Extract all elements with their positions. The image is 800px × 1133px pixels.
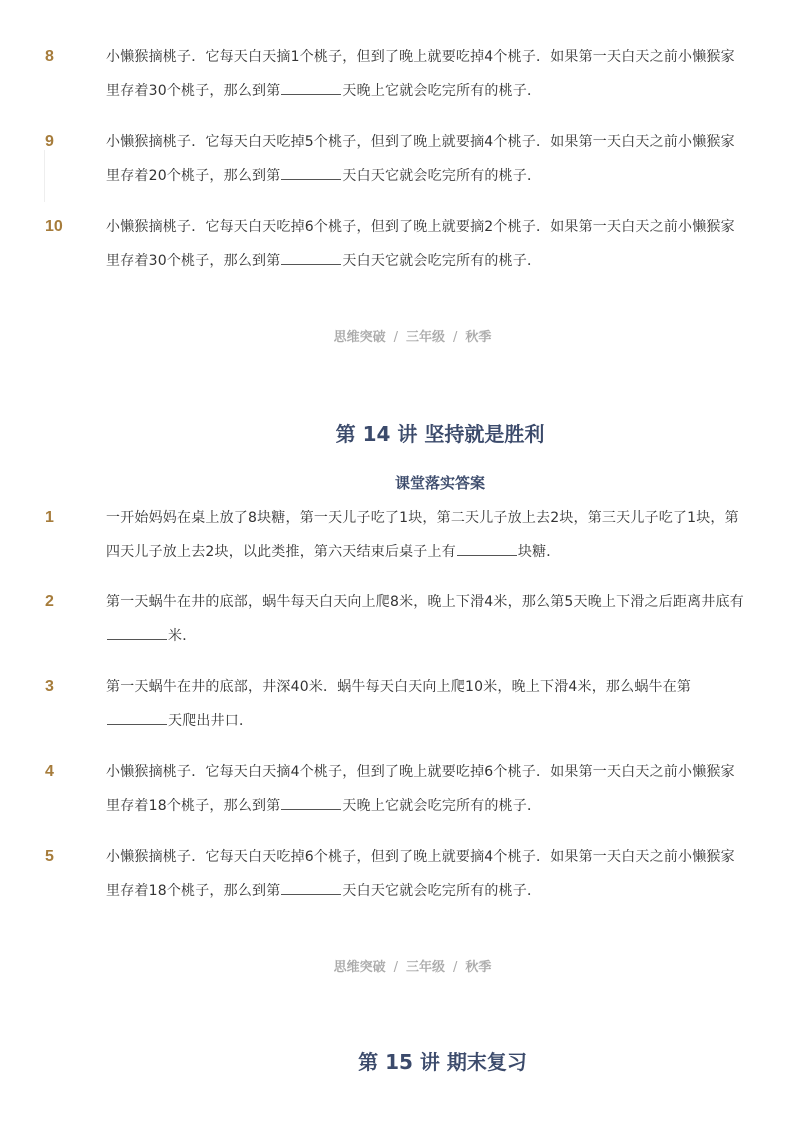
lecture-title: 第 14 讲 坚持就是胜利 bbox=[335, 422, 545, 446]
page-footer: 思维突破 / 三年级 / 秋季 bbox=[333, 960, 492, 975]
answer-blank[interactable] bbox=[281, 165, 341, 180]
page-footer: 思维突破 / 三年级 / 秋季 bbox=[333, 330, 492, 345]
problem-text: 小懒猴摘桃子．它每天白天吃掉6个桃子，但到了晚上就要摘4个桃子．如果第一天白天之前小懒猴家里存着18个桃子，那么到第 天白天它就会吃完所有的桃子． bbox=[106, 849, 735, 899]
problem-number: 4 bbox=[45, 763, 54, 780]
problem-text: 小懒猴摘桃子．它每天白天摘1个桃子，但到了晚上就要吃掉4个桃子．如果第一天白天之前小懒猴家里存着30个桃子，那么到第 天晚上它就会吃完所有的桃子． bbox=[106, 49, 735, 99]
answer-blank[interactable] bbox=[281, 795, 341, 810]
problem-number: 5 bbox=[45, 848, 54, 865]
problem-text: 小懒猴摘桃子．它每天白天摘4个桃子，但到了晚上就要吃掉6个桃子．如果第一天白天之前小懒猴家里存着18个桃子，那么到第 天晚上它就会吃完所有的桃子． bbox=[106, 764, 735, 814]
problem-number: 2 bbox=[45, 593, 54, 610]
problem-number: 3 bbox=[45, 678, 54, 695]
section-title: 课堂落实答案 bbox=[394, 474, 485, 492]
margin-rule bbox=[44, 150, 45, 202]
problem-text: 小懒猴摘桃子．它每天白天吃掉5个桃子，但到了晚上就要摘4个桃子．如果第一天白天之前小懒猴家里存着20个桃子，那么到第 天白天它就会吃完所有的桃子． bbox=[106, 134, 735, 184]
lecture-title: 第 15 讲 期末复习 bbox=[358, 1050, 527, 1074]
answer-blank[interactable] bbox=[107, 625, 167, 640]
answer-blank[interactable] bbox=[107, 710, 167, 725]
problem-number: 9 bbox=[45, 133, 54, 150]
problem-number: 1 bbox=[45, 509, 54, 526]
problem-text: 一开始妈妈在桌上放了8块糖，第一天儿子吃了1块，第二天儿子放上去2块，第三天儿子吃了1块，第四天儿子放上去2块，以此类推，第六天结束后桌子上有 块糖． bbox=[106, 510, 739, 560]
answer-blank[interactable] bbox=[281, 250, 341, 265]
answer-blank[interactable] bbox=[281, 80, 341, 95]
answer-blank[interactable] bbox=[281, 880, 341, 895]
answer-blank[interactable] bbox=[457, 541, 517, 556]
problem-text: 第一天蜗牛在井的底部，蜗牛每天白天向上爬8米，晚上下滑4米，那么第5天晚上下滑之后距离井底有米． bbox=[106, 594, 744, 644]
problem-number: 10 bbox=[45, 218, 63, 235]
problem-text: 小懒猴摘桃子．它每天白天吃掉6个桃子，但到了晚上就要摘2个桃子．如果第一天白天之前小懒猴家里存着30个桃子，那么到第 天白天它就会吃完所有的桃子． bbox=[106, 219, 735, 269]
problem-text: 第一天蜗牛在井的底部，井深40米．蜗牛每天白天向上爬10米，晚上下滑4米，那么蜗牛在第天爬出井口． bbox=[106, 679, 692, 729]
problem-number: 8 bbox=[45, 48, 54, 65]
